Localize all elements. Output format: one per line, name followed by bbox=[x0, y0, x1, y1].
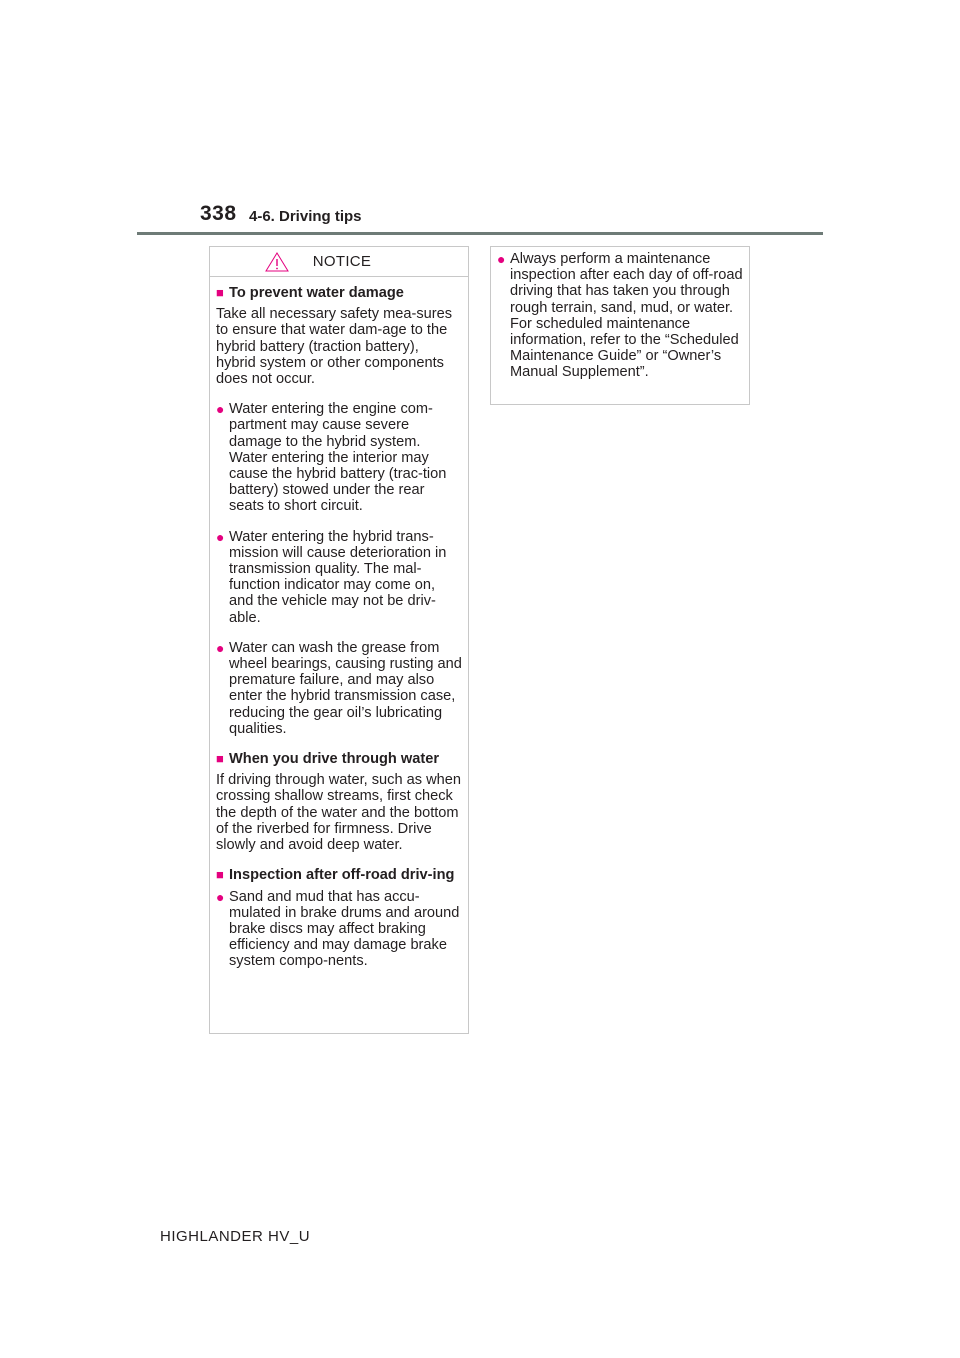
footer-model: HIGHLANDER HV_U bbox=[160, 1228, 311, 1245]
heading-text: To prevent water damage bbox=[229, 285, 404, 301]
bullet-text: Water entering the engine com-partment may cause severe damage to the hybrid system. Water entering the interior may cause the hybrid battery (trac-tion battery) stowed under the rear seats to short circuit. bbox=[229, 401, 447, 515]
heading-text: When you drive through water bbox=[229, 751, 439, 768]
notice-paragraph: If driving through water, such as when crossing shallow streams, first check the depth of the water and the bottom of the riverbed for firmness. Drive slowly and avoid deep water. bbox=[216, 772, 461, 854]
notice-paragraph: Take all necessary safety mea-sures to ensure that water dam-age to the hybrid battery (traction battery), hybrid system or other components does not occur. bbox=[216, 306, 453, 388]
bullet-text: Water entering the hybrid trans-mission will cause deterioration in transmission quality. The mal-function indicator may come on, and the vehicle may not be driv-able. bbox=[229, 528, 447, 626]
bullet-item bbox=[216, 640, 462, 737]
notice-content-continued bbox=[491, 247, 749, 381]
notice-box-continued bbox=[490, 246, 750, 405]
notice-header bbox=[210, 247, 468, 277]
notice-title: NOTICE bbox=[312, 253, 372, 270]
bullet-item bbox=[216, 401, 462, 514]
square-bullet-icon: ■ bbox=[216, 285, 224, 300]
circle-bullet-icon: ● bbox=[216, 888, 225, 905]
bullet-item bbox=[497, 251, 743, 381]
bullet-item bbox=[216, 529, 462, 626]
circle-bullet-icon: ● bbox=[497, 251, 506, 267]
notice-content bbox=[210, 277, 468, 970]
circle-bullet-icon: ● bbox=[216, 639, 225, 656]
bullet-item bbox=[216, 889, 462, 970]
warning-triangle-icon bbox=[265, 252, 289, 272]
header-rule bbox=[137, 232, 823, 235]
bullet-text: Water can wash the grease from wheel bearings, causing rusting and premature failure, and may also enter the hybrid transmission case, reducing the gear oil’s lubricating qualities. bbox=[229, 639, 462, 737]
notice-heading bbox=[216, 751, 462, 767]
circle-bullet-icon: ● bbox=[216, 401, 225, 418]
heading-text: Inspection after off-road driv-ing bbox=[229, 867, 455, 884]
bullet-text: Sand and mud that has accu-mulated in brake drums and around brake discs may affect braking efficiency and may damage brake system compo-nents. bbox=[229, 888, 460, 970]
notice-box bbox=[209, 246, 469, 1034]
circle-bullet-icon: ● bbox=[216, 528, 225, 545]
square-bullet-icon: ■ bbox=[216, 867, 224, 883]
section-title: 4-6. Driving tips bbox=[249, 208, 362, 225]
notice-heading bbox=[216, 285, 462, 301]
square-bullet-icon: ■ bbox=[216, 751, 224, 767]
bullet-text: Always perform a maintenance inspection after each day of off-road driving that has taken you through rough terrain, sand, mud, or water. For scheduled maintenance information, refer to the “Scheduled Maintenance Guide” or “Owner’s Manual Supplement”. bbox=[510, 251, 743, 381]
notice-heading bbox=[216, 867, 462, 883]
page-number: 338 bbox=[200, 202, 237, 225]
